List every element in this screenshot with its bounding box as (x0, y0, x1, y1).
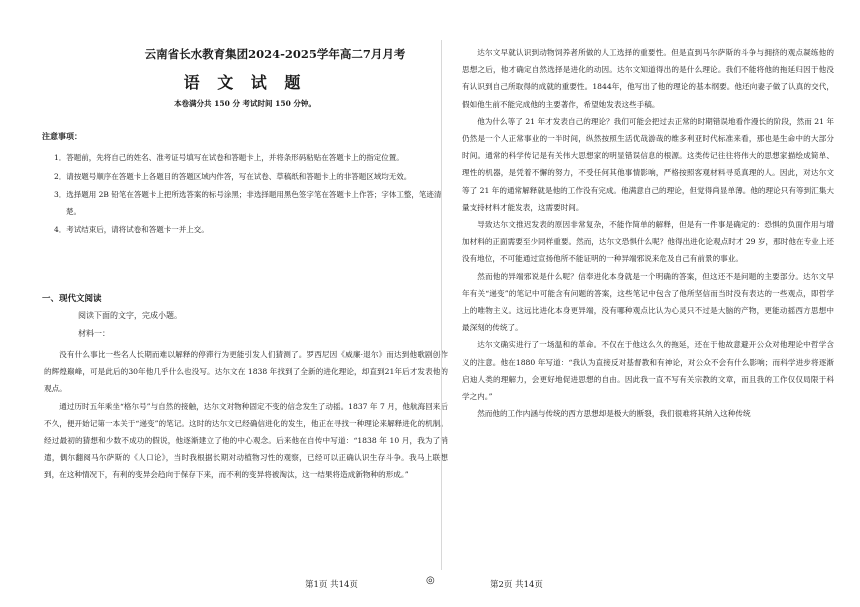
center-mark-icon: ◎ (426, 575, 435, 586)
material-label: 材料一： (78, 329, 110, 338)
paragraph: 导致达尔文推迟发表的原因非常复杂，不能作简单的解释，但是有一件事是确定的：恐惧的负面作用与增加材料的正面需要至少同样重要。然而，达尔文恐惧什么呢？他得出进化论观点时才 29 岁，那时他在专业上还没有地位，不可能通过宣扬他所不能证明的一种异端邪说来危及自己有前景的事业。 (462, 220, 834, 264)
notice-item: 4．考试结束后，请将试卷和答题卡一并上交。 (54, 225, 209, 234)
notice-heading: 注意事项： (42, 131, 82, 141)
paragraph: 然而他的异端邪说是什么呢？信奉进化本身就是一个明确的答案，但这还不是问题的主要部分。达尔文早年有关“递变”的笔记中可能含有问题的答案，这些笔记中包含了他所坚信而当时没有表达的一些观点，即哲学上的唯物主义。这远比进化本身更异端，没有哪种观点比认为心灵只不过是大脑的产物，更能动摇西方思想中最深刻的传统了。 (462, 271, 834, 333)
exam-info: 本卷满分共 150 分 考试时间 150 分钟。 (174, 99, 316, 108)
page-left (30, 0, 448, 607)
page-right (462, 0, 836, 607)
left-body (44, 346, 448, 484)
notice-list (54, 150, 446, 241)
page-number-right: 第2页 共14页 (490, 580, 543, 590)
paragraph: 没有什么事比一些名人长期而难以解释的停滞行为更能引发人们猜测了。罗西尼因《威廉·退尔》而达到他歌剧创作的辉煌巅峰，可是此后的30年他几乎什么也没写。达尔文在 1838 年找到了全新的进化理论，却直到21年后才发表他的观点。 (44, 350, 448, 394)
section-heading: 一、现代文阅读 (42, 294, 102, 304)
notice-item: 1．答题前，先将自己的姓名、准考证号填写在试卷和答题卡上，并将条形码粘贴在答题卡上的指定位置。 (54, 153, 404, 162)
exam-title: 云南省长水教育集团2024-2025学年高二7月月考 (144, 47, 406, 61)
paragraph: 然而他的工作内涵与传统的西方思想却是极大的断裂，我们很难将其纳入这种传统 (477, 409, 751, 419)
notice-item: 3．选择题用 2B 铅笔在答题卡上把所选答案的标号涂黑；非选择题用黑色签字笔在答题卡上作答；字体工整，笔迹清楚。 (54, 190, 442, 216)
page-divider (441, 40, 442, 570)
section-intro: 阅读下面的文字，完成小题。 (78, 311, 182, 320)
right-body (462, 44, 834, 422)
subject-title: 语 文 试 题 (183, 73, 307, 92)
paragraph: 达尔文确实进行了一场温和的革命。不仅在于他这么久的拖延，还在于他故意避开公众对他理论中哲学含义的注意。他在1880 年写道：“我认为直接反对基督教和有神论，对公众不会有什么影响；而科学进步将逐渐启迪人类的理解力，会更好地促进思想的自由。因此我一直不写有关宗教的文章，而且我的工作仅仅局限于科学之内。” (462, 340, 834, 402)
page-number-left: 第1页 共14页 (305, 580, 358, 590)
paragraph: 通过历时五年乘坐“格尔号”与自然的接触，达尔文对物种固定不变的信念发生了动摇。1837 年 7 月，他航海回来后不久，便开始记第一本关于“递变”的笔记。这时的达尔文已经确信进化的发生，他正在寻找一种理论来解释进化的机制。经过最初的猜想和少数不成功的假说，他逐渐建立了他的中心观念。后来他在自传中写道：“1838 年 10 月，我为了消遣，偶尔翻阅马尔萨斯的《人口论》，当时我根据长期对动植物习性的观察，已经可以正确认识生存斗争。我马上联想到，在这种情况下，有利的变异会趋向于保存下来，而不利的变异将被淘汰，这一结果将造成新物种的形成。” (44, 401, 448, 480)
paragraph: 他为什么等了 21 年才发表自己的理论？我们可能会把过去正常的时期错误地看作漫长的阶段，然而 21 年仍然是一个人正常事业的一半时间，纵然按照生活优哉游哉的维多利亚时代标准来看，那也是生命中的大部分时间。通常的科学传记是有关伟大思想家的明显错误信息的根源。这类传记往往将伟大的思想家描绘成简单、理性的机器，是凭着不懈的努力，不受任何其他事情影响，严格按照客观材料寻觅真理的人。因此，对达尔文等了 21 年的通常解释就是他的工作没有完成。他满意自己的理论，但觉得尚显单薄。他的理论只有等到汇集大量支持材料才能发表，这需要时间。 (462, 116, 834, 212)
paragraph: 达尔文早就认识到动物饲养者所做的人工选择的重要性。但是直到马尔萨斯的斗争与拥挤的观点凝练他的思想之后，他才确定自然选择是进化的动因。达尔文知道得出的是什么理论。我们不能将他的拖延归因于他没有认识到自己所取得的成就的重要性。1844年，他写出了他的理论的基本纲要。他还向妻子做了认真的交代，假如他生前不能完成他的主要著作，希望她发表这些手稿。 (462, 48, 834, 109)
notice-item: 2．请按题号顺序在答题卡上各题目的答题区域内作答，写在试卷、草稿纸和答题卡上的非答题区域均无效。 (54, 171, 412, 181)
